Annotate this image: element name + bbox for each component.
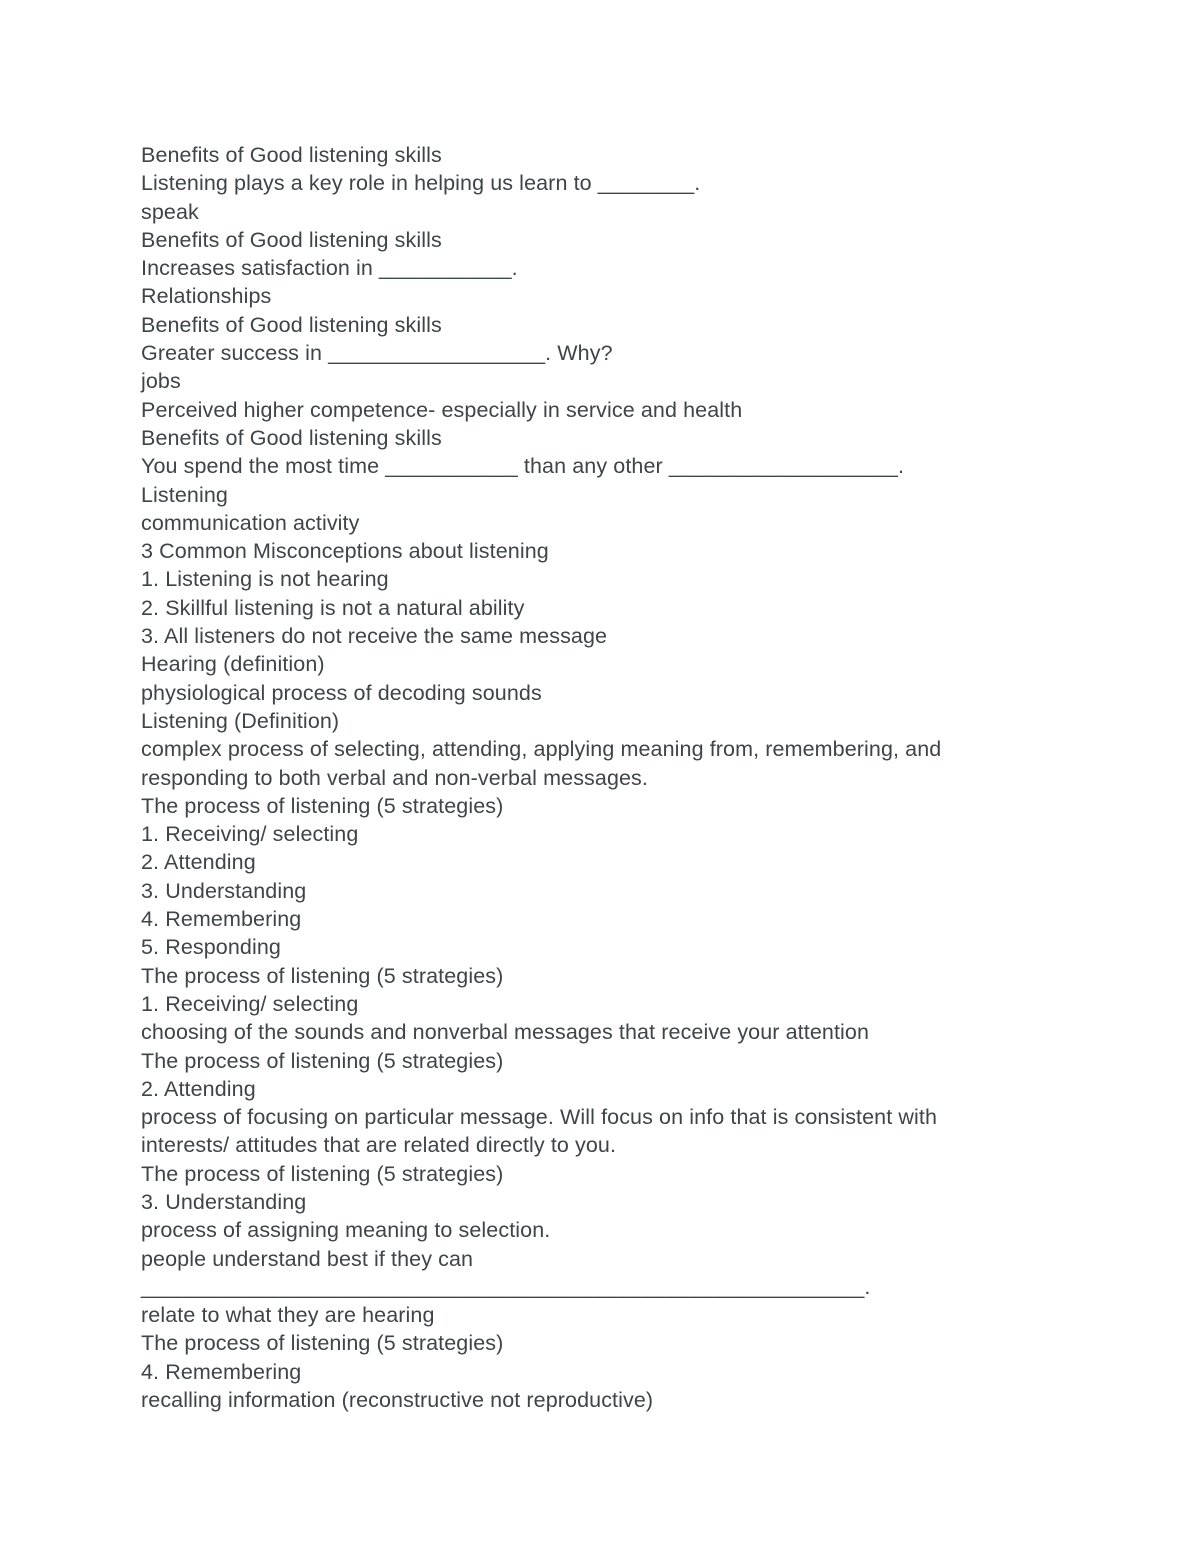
definition-line: process of focusing on particular message. Will focus on info that is consistent with bbox=[141, 1105, 938, 1130]
list-item: 3. All listeners do not receive the same message bbox=[141, 624, 608, 649]
answer-line: communication activity bbox=[141, 510, 360, 535]
definition-line: interests/ attitudes that are related directly to you. bbox=[141, 1133, 617, 1158]
list-item: 2. Attending bbox=[141, 1076, 256, 1101]
question-line: Increases satisfaction in ___________. bbox=[141, 256, 518, 281]
question-line: You spend the most time ___________ than any other ___________________. bbox=[141, 454, 905, 479]
list-item: 4. Remembering bbox=[141, 1359, 302, 1384]
heading-benefits: Benefits of Good listening skills bbox=[141, 425, 442, 450]
answer-line: relate to what they are hearing bbox=[141, 1303, 435, 1328]
question-line: Greater success in __________________. Why? bbox=[141, 341, 613, 366]
heading-process: The process of listening (5 strategies) bbox=[141, 1161, 504, 1186]
list-item: 3. Understanding bbox=[141, 1189, 307, 1214]
list-item: 2. Attending bbox=[141, 850, 256, 875]
term-line: Listening (Definition) bbox=[141, 708, 340, 733]
list-item: 5. Responding bbox=[141, 935, 281, 960]
heading-process: The process of listening (5 strategies) bbox=[141, 793, 504, 818]
definition-line: process of assigning meaning to selection. bbox=[141, 1218, 551, 1243]
answer-line: Perceived higher competence- especially in service and health bbox=[141, 397, 743, 422]
list-item: 2. Skillful listening is not a natural ability bbox=[141, 595, 525, 620]
list-item: 1. Listening is not hearing bbox=[141, 567, 389, 592]
definition-line: complex process of selecting, attending, applying meaning from, remembering, and bbox=[141, 737, 942, 762]
definition-line: choosing of the sounds and nonverbal messages that receive your attention bbox=[141, 1020, 870, 1045]
heading-process: The process of listening (5 strategies) bbox=[141, 1331, 504, 1356]
heading-benefits: Benefits of Good listening skills bbox=[141, 143, 442, 167]
definition-line: recalling information (reconstructive not reproductive) bbox=[141, 1388, 654, 1413]
question-line: people understand best if they can bbox=[141, 1246, 474, 1271]
definition-line: physiological process of decoding sounds bbox=[141, 680, 542, 705]
answer-line: jobs bbox=[141, 369, 181, 394]
blank-line: ____________________________________________________________. bbox=[141, 1274, 871, 1299]
answer-line: speak bbox=[141, 199, 199, 224]
list-item: 4. Remembering bbox=[141, 907, 302, 932]
heading-benefits: Benefits of Good listening skills bbox=[141, 312, 442, 337]
answer-line: Listening bbox=[141, 482, 228, 507]
heading-misconceptions: 3 Common Misconceptions about listening bbox=[141, 539, 549, 564]
definition-line: responding to both verbal and non-verbal messages. bbox=[141, 765, 648, 790]
document-body bbox=[141, 141, 1041, 1414]
question-line: Listening plays a key role in helping us learn to ________. bbox=[141, 171, 701, 196]
list-item: 1. Receiving/ selecting bbox=[141, 822, 359, 847]
list-item: 1. Receiving/ selecting bbox=[141, 991, 359, 1016]
list-item: 3. Understanding bbox=[141, 878, 307, 903]
heading-process: The process of listening (5 strategies) bbox=[141, 1048, 504, 1073]
term-line: Hearing (definition) bbox=[141, 652, 325, 677]
heading-benefits: Benefits of Good listening skills bbox=[141, 227, 442, 252]
heading-process: The process of listening (5 strategies) bbox=[141, 963, 504, 988]
answer-line: Relationships bbox=[141, 284, 272, 309]
